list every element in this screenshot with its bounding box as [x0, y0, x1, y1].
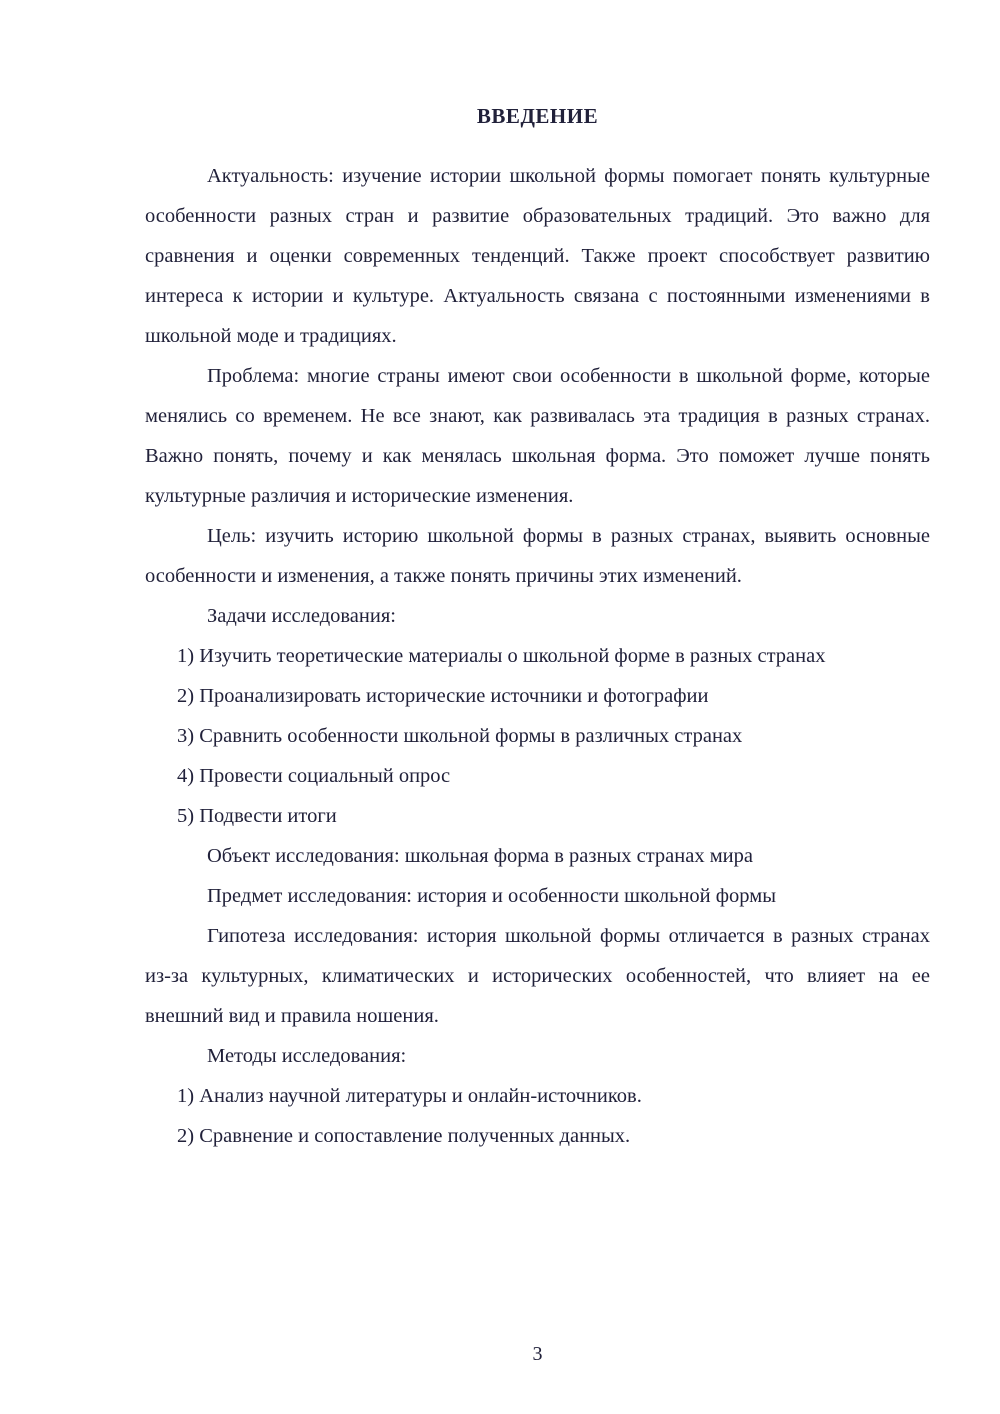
document-body — [145, 156, 930, 1156]
page-number: 3 — [532, 1343, 543, 1365]
list-item: 2) Сравнение и сопоставление полученных данных. — [177, 1125, 631, 1147]
page-title: ВВЕДЕНИЕ — [476, 104, 599, 128]
paragraph: Актуальность: изучение истории школьной формы помогает понять культурные особенности разных стран и развитие образовательных традиций. Это важно для сравнения и оценки современных тенденций. Также проект способствует развитию интереса к истории и культуре. Актуальность связана с постоянными изменениями в школьной моде и традициях. — [145, 165, 930, 347]
paragraph: Проблема: многие страны имеют свои особенности в школьной форме, которые менялись со временем. Не все знают, как развивалась эта традиция в разных странах. Важно понять, почему и как менялась школьная форма. Это поможет лучше понять культурные различия и исторические изменения. — [145, 365, 930, 507]
paragraph: Объект исследования: школьная форма в разных странах мира — [207, 845, 753, 867]
list-item: 5) Подвести итоги — [177, 805, 337, 827]
list-item: 2) Проанализировать исторические источники и фотографии — [177, 685, 709, 707]
list-item: 3) Сравнить особенности школьной формы в различных странах — [177, 725, 743, 747]
paragraph: Предмет исследования: история и особенности школьной формы — [207, 885, 776, 907]
paragraph: Цель: изучить историю школьной формы в разных странах, выявить основные особенности и изменения, а также понять причины этих изменений. — [145, 525, 930, 587]
paragraph: Гипотеза исследования: история школьной формы отличается в разных странах из-за культурных, климатических и исторических особенностей, что влияет на ее внешний вид и правила ношения. — [145, 925, 930, 1027]
paragraph: Методы исследования: — [207, 1045, 407, 1067]
list-item: 1) Изучить теоретические материалы о школьной форме в разных странах — [177, 645, 826, 667]
paragraph: Задачи исследования: — [207, 605, 396, 627]
list-item: 1) Анализ научной литературы и онлайн-источников. — [177, 1085, 642, 1107]
list-item: 4) Провести социальный опрос — [177, 765, 451, 787]
